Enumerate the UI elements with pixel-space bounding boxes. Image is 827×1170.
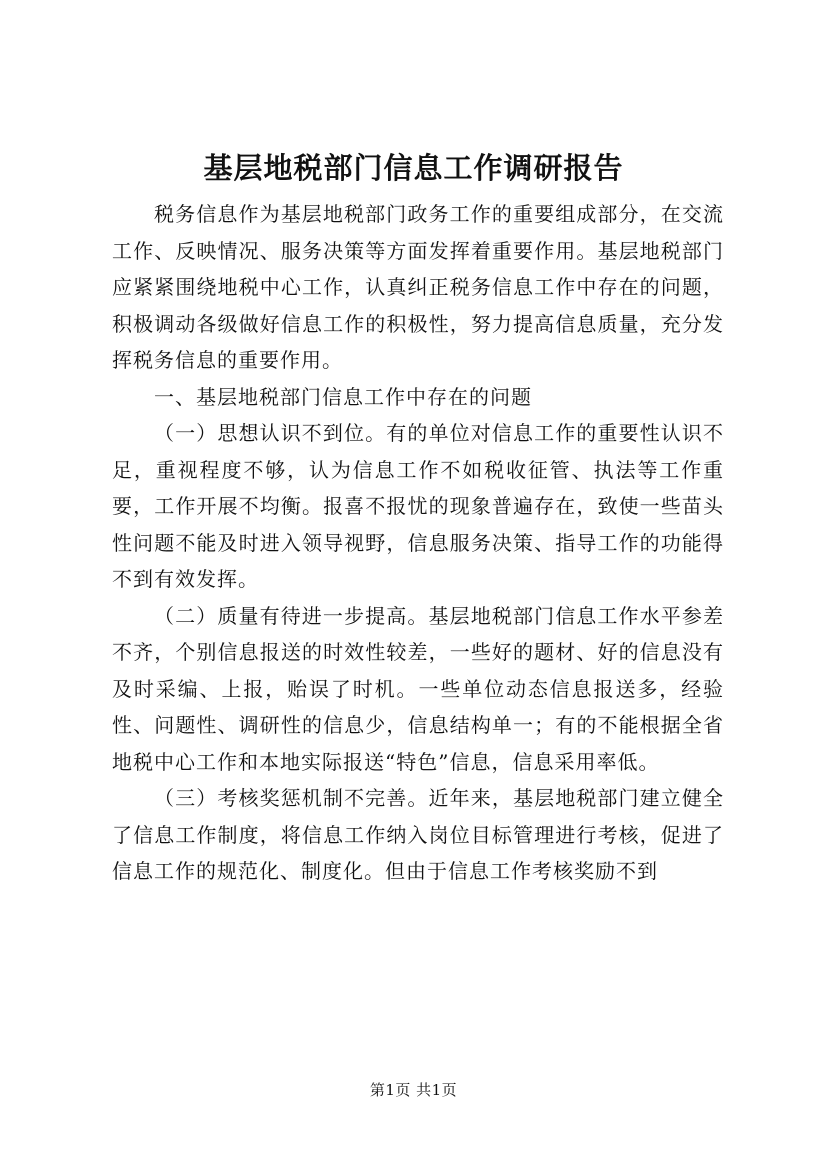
paragraph-item-2: （二）质量有待进一步提高。基层地税部门信息工作水平参差不齐，个别信息报送的时效性较差，一些好的题材、好的信息没有及时采编、上报，贻误了时机。一些单位动态信息报送多，经验性、问题性、调研性的信息少，信息结构单一；有的不能根据全省地税中心工作和本地实际报送“特色”信息，信息采用率低。 bbox=[112, 603, 724, 774]
document-body bbox=[112, 196, 724, 890]
document-title: 基层地税部门信息工作调研报告 bbox=[203, 151, 624, 185]
section-heading: 一、基层地税部门信息工作中存在的问题 bbox=[154, 384, 532, 409]
page-footer: 第1页 共1页 bbox=[369, 1081, 458, 1099]
paragraph-item-1: （一）思想认识不到位。有的单位对信息工作的重要性认识不足，重视程度不够，认为信息工作不如税收征管、执法等工作重要，工作开展不均衡。报喜不报忧的现象普遍存在，致使一些苗头性问题不能及时进入领导视野，信息服务决策、指导工作的功能得不到有效发挥。 bbox=[112, 421, 724, 591]
paragraph-item-3: （三）考核奖惩机制不完善。近年来，基层地税部门建立健全了信息工作制度，将信息工作纳入岗位目标管理进行考核，促进了信息工作的规范化、制度化。但由于信息工作考核奖励不到 bbox=[112, 786, 724, 883]
intro-paragraph: 税务信息作为基层地税部门政务工作的重要组成部分，在交流工作、反映情况、服务决策等方面发挥着重要作用。基层地税部门应紧紧围绕地税中心工作，认真纠正税务信息工作中存在的问题，积极调动各级做好信息工作的积极性，努力提高信息质量，充分发挥税务信息的重要作用。 bbox=[112, 202, 724, 372]
